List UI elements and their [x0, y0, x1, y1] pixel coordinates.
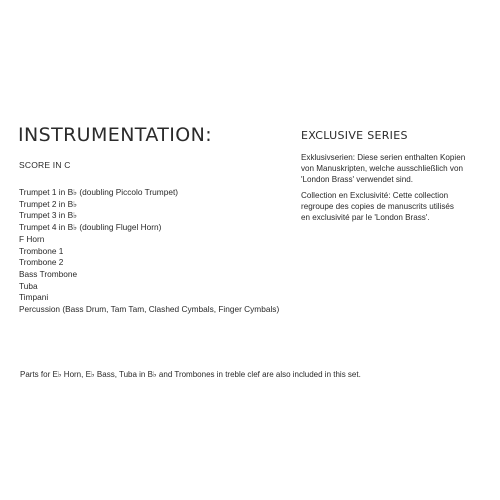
- instrument-item: Trumpet 2 in B♭: [19, 198, 78, 209]
- exclusive-series-title: EXCLUSIVE SERIES: [301, 129, 408, 142]
- parts-footnote: Parts for E♭ Horn, E♭ Bass, Tuba in B♭ and Trombones in treble clef are also included in this set.: [20, 370, 361, 379]
- instrument-item: Trombone 2: [19, 257, 64, 268]
- german-note: Exklusivserien: Diese serien enthalten Kopien von Manuskripten, welche ausschließlich von 'London Brass' verwendet sind.: [301, 153, 466, 184]
- instrument-item: Trumpet 1 in B♭ (doubling Piccolo Trumpet): [19, 187, 179, 197]
- instrument-item: Trombone 1: [19, 245, 64, 256]
- exclusive-series-section: [301, 129, 496, 228]
- instrumentation-section: [18, 124, 308, 316]
- instrument-item: Bass Trombone: [19, 268, 78, 279]
- instrument-item: Timpani: [19, 292, 49, 303]
- instrument-list: [19, 187, 308, 316]
- french-note: Collection en Exclusivité: Cette collection regroupe des copies de manuscrits utilisés en exclusivité par le 'London Brass'.: [301, 191, 454, 222]
- instrument-item: Percussion (Bass Drum, Tam Tam, Clashed Cymbals, Finger Cymbals): [19, 304, 280, 315]
- instrument-item: Tuba: [19, 280, 38, 291]
- instrumentation-title: INSTRUMENTATION:: [18, 124, 213, 146]
- score-note: SCORE IN C: [19, 160, 71, 170]
- instrument-item: F Horn: [19, 233, 45, 244]
- instrument-item: Trumpet 3 in B♭: [19, 210, 78, 221]
- instrument-item: Trumpet 4 in B♭ (doubling Flugel Horn): [19, 222, 162, 233]
